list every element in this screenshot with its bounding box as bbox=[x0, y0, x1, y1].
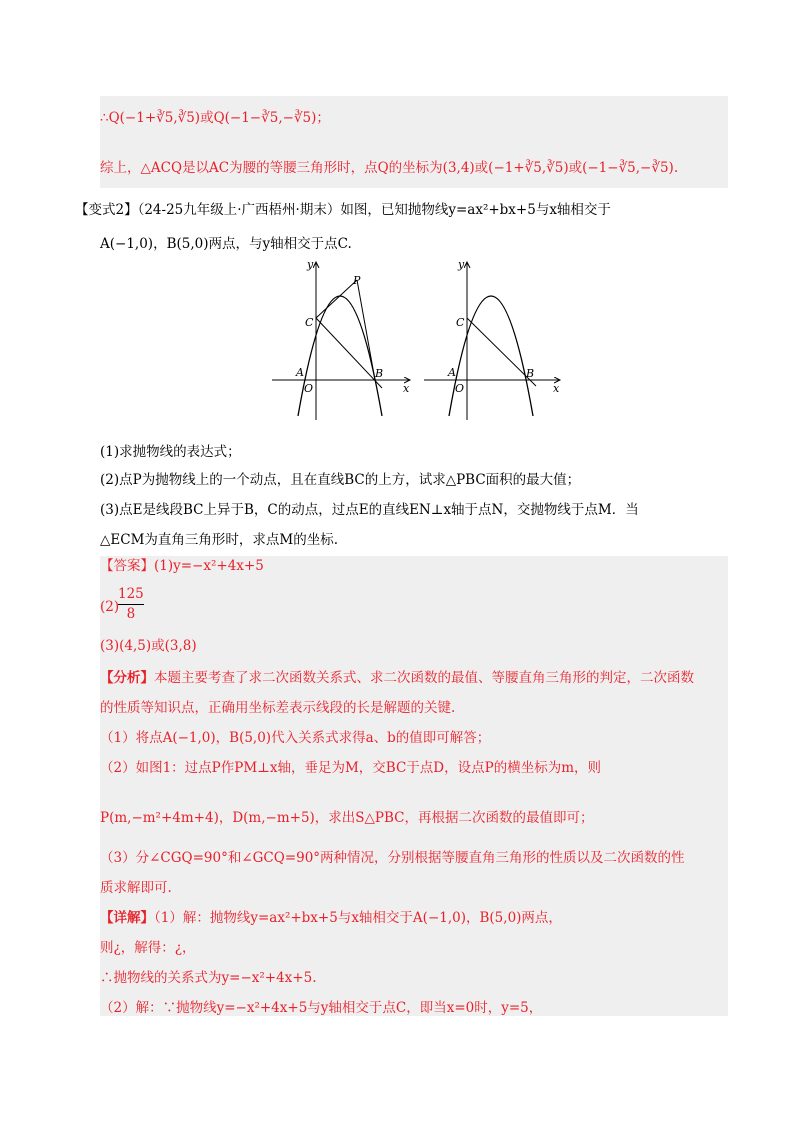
analysis-text-1: 本题主要考查了求二次函数关系式、求二次函数的最值、等腰直角三角形的判定，二次函数 bbox=[154, 670, 694, 686]
analysis-line-1 bbox=[100, 668, 694, 688]
fig1-b-label: B bbox=[375, 367, 384, 380]
fig1-o-label: O bbox=[304, 382, 314, 395]
fig2-x-label: x bbox=[553, 382, 560, 395]
fig1-c-label: C bbox=[305, 316, 314, 329]
fig2-y-label: y bbox=[458, 258, 465, 271]
detail-line-4: （2）解：∵抛物线y=−x²+4x+5与y轴相交于点C，即当x=0时，y=5， bbox=[100, 1000, 543, 1016]
fig2-c-label: C bbox=[456, 316, 465, 329]
figure-1 bbox=[272, 258, 410, 420]
analysis-line-6: （3）分∠CGQ=90°和∠GCQ=90°两种情况，分别根据等腰直角三角形的性质以及二次函数的性 bbox=[100, 850, 685, 866]
fig1-y-label: y bbox=[307, 258, 314, 271]
solution-line-q-coords: ∴Q(−1+∛5,∛5)或Q(−1−∛5,−∛5)； bbox=[100, 110, 330, 126]
answer-2-denominator: 8 bbox=[126, 606, 136, 622]
parabola-figures bbox=[0, 254, 800, 424]
analysis-line-2: 的性质等知识点，正确用坐标差表示线段的长是解题的关键. bbox=[100, 700, 456, 716]
problem-title: 【变式2】（24-25九年级上·广西梧州·期末）如图，已知抛物线y=ax²+bx+5与x轴相交于 bbox=[75, 202, 611, 218]
answer-2-prefix: (2) bbox=[100, 599, 120, 615]
question-1: (1)求抛物线的表达式； bbox=[100, 444, 241, 460]
fig1-p-label: P bbox=[353, 274, 361, 287]
answer-1: (1)y=−x²+4x+5 bbox=[154, 558, 264, 574]
analysis-line-5: P(m,−m²+4m+4)，D(m,−m+5)，求出S△PBC，再根据二次函数的最值即可； bbox=[100, 810, 594, 826]
analysis-label: 【分析】 bbox=[100, 670, 154, 686]
problem-title-cont: A(−1,0)，B(5,0)两点，与y轴相交于点C. bbox=[100, 236, 352, 252]
answer-label: 【答案】 bbox=[100, 558, 154, 574]
fig1-a-label: A bbox=[296, 366, 304, 379]
detail-text-1: （1）解：抛物线y=ax²+bx+5与x轴相交于A(−1,0)，B(5,0)两点， bbox=[154, 910, 562, 926]
answer-2-fraction bbox=[118, 586, 144, 623]
detail-line-2: 则¿，解得：¿， bbox=[100, 940, 196, 956]
fig2-b-label: B bbox=[526, 367, 535, 380]
fig2-o-label: O bbox=[455, 382, 465, 395]
detail-label: 【详解】 bbox=[100, 910, 154, 926]
analysis-line-7: 质求解即可. bbox=[100, 880, 172, 896]
detail-line-3: ∴抛物线的关系式为y=−x²+4x+5. bbox=[100, 970, 317, 986]
question-3b: △ECM为直角三角形时，求点M的坐标. bbox=[100, 532, 339, 548]
question-2: (2)点P为抛物线上的一个动点，且在直线BC的上方，试求△PBC面积的最大值； bbox=[100, 472, 581, 488]
detail-line-1 bbox=[100, 908, 562, 928]
analysis-line-3: （1）将点A(−1,0)，B(5,0)代入关系式求得a、b的值即可解答； bbox=[100, 730, 491, 746]
fig1-x-label: x bbox=[403, 382, 410, 395]
question-3a: (3)点E是线段BC上异于B，C的动点，过点E的直线EN⊥x轴于点N，交抛物线于点M．当 bbox=[100, 502, 639, 518]
answer-2-numerator: 125 bbox=[118, 586, 144, 602]
answer-line-1 bbox=[100, 556, 264, 576]
analysis-line-4: （2）如图1：过点P作PM⊥x轴，垂足为M，交BC于点D，设点P的横坐标为m，则 bbox=[100, 760, 602, 776]
figure-2 bbox=[424, 258, 560, 420]
solution-line-conclusion: 综上，△ACQ是以AC为腰的等腰三角形时，点Q的坐标为(3,4)或(−1+∛5,∛5)或(−1−∛5,−∛5). bbox=[100, 160, 679, 176]
answer-3: (3)(4,5)或(3,8) bbox=[100, 638, 197, 654]
fig2-a-label: A bbox=[448, 366, 456, 379]
